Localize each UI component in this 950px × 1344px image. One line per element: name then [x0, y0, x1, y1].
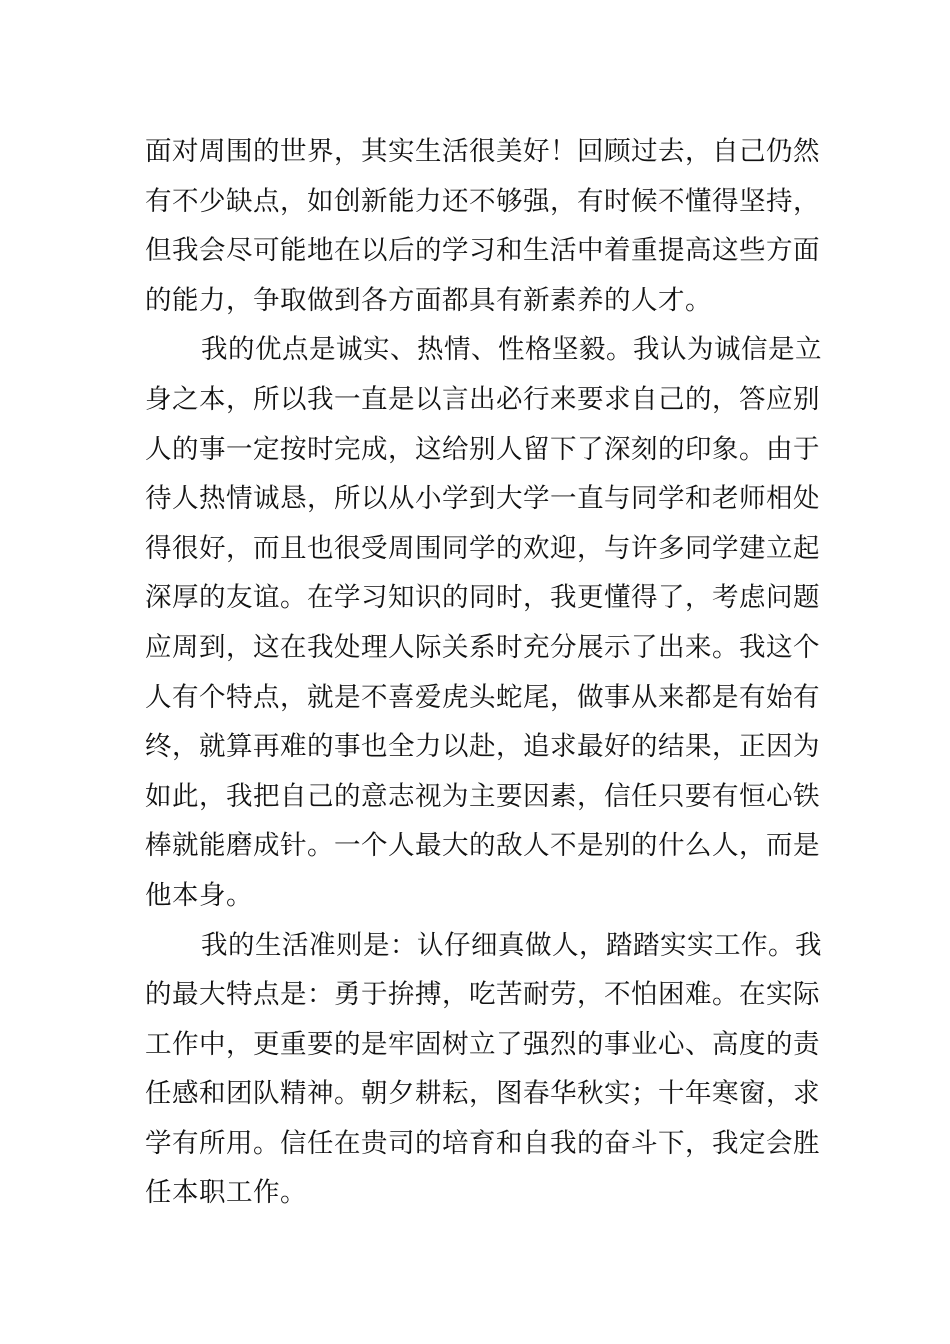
- paragraph-line: 有不少缺点，如创新能力还不够强，有时候不懂得坚持，: [145, 185, 820, 217]
- paragraph-line: 身之本，所以我一直是以言出必行来要求自己的，答应别: [145, 383, 820, 415]
- paragraph-line: 应周到，这在我处理人际关系时充分展示了出来。我这个: [145, 631, 820, 663]
- paragraph-line: 棒就能磨成针。一个人最大的敌人不是别的什么人，而是: [145, 830, 820, 862]
- paragraph-line: 的最大特点是：勇于拚搏，吃苦耐劳，不怕困难。在实际: [145, 979, 820, 1011]
- paragraph-line: 的能力，争取做到各方面都具有新素养的人才。: [145, 284, 712, 316]
- paragraph-line: 任感和团队精神。朝夕耕耘，图春华秋实；十年寒窗，求: [145, 1078, 820, 1110]
- paragraph-line: 我的优点是诚实、热情、性格坚毅。我认为诚信是立: [201, 334, 822, 366]
- paragraph-line: 面对周围的世界，其实生活很美好！回顾过去，自己仍然: [145, 136, 820, 167]
- paragraph-line: 他本身。: [145, 879, 253, 911]
- paragraph-line: 得很好，而且也很受周围同学的欢迎，与许多同学建立起: [145, 532, 820, 564]
- document-body: [145, 127, 822, 1218]
- paragraph-line: 但我会尽可能地在以后的学习和生活中着重提高这些方面: [145, 235, 820, 267]
- paragraph-line: 任本职工作。: [145, 1177, 307, 1209]
- paragraph-line: 终，就算再难的事也全力以赴，追求最好的结果，正因为: [145, 731, 820, 763]
- paragraph-line: 我的生活准则是：认仔细真做人，踏踏实实工作。我: [201, 929, 822, 961]
- paragraph-line: 工作中，更重要的是牢固树立了强烈的事业心、高度的责: [145, 1028, 820, 1060]
- paragraph-line: 学有所用。信任在贵司的培育和自我的奋斗下，我定会胜: [145, 1127, 820, 1159]
- paragraph-line: 如此，我把自己的意志视为主要因素，信任只要有恒心铁: [145, 780, 820, 812]
- paragraph-line: 人的事一定按时完成，这给别人留下了深刻的印象。由于: [145, 433, 820, 465]
- paragraph-line: 人有个特点，就是不喜爱虎头蛇尾，做事从来都是有始有: [145, 681, 820, 713]
- paragraph-line: 深厚的友谊。在学习知识的同时，我更懂得了，考虑问题: [145, 582, 820, 614]
- paragraph-line: 待人热情诚恳，所以从小学到大学一直与同学和老师相处: [145, 483, 820, 515]
